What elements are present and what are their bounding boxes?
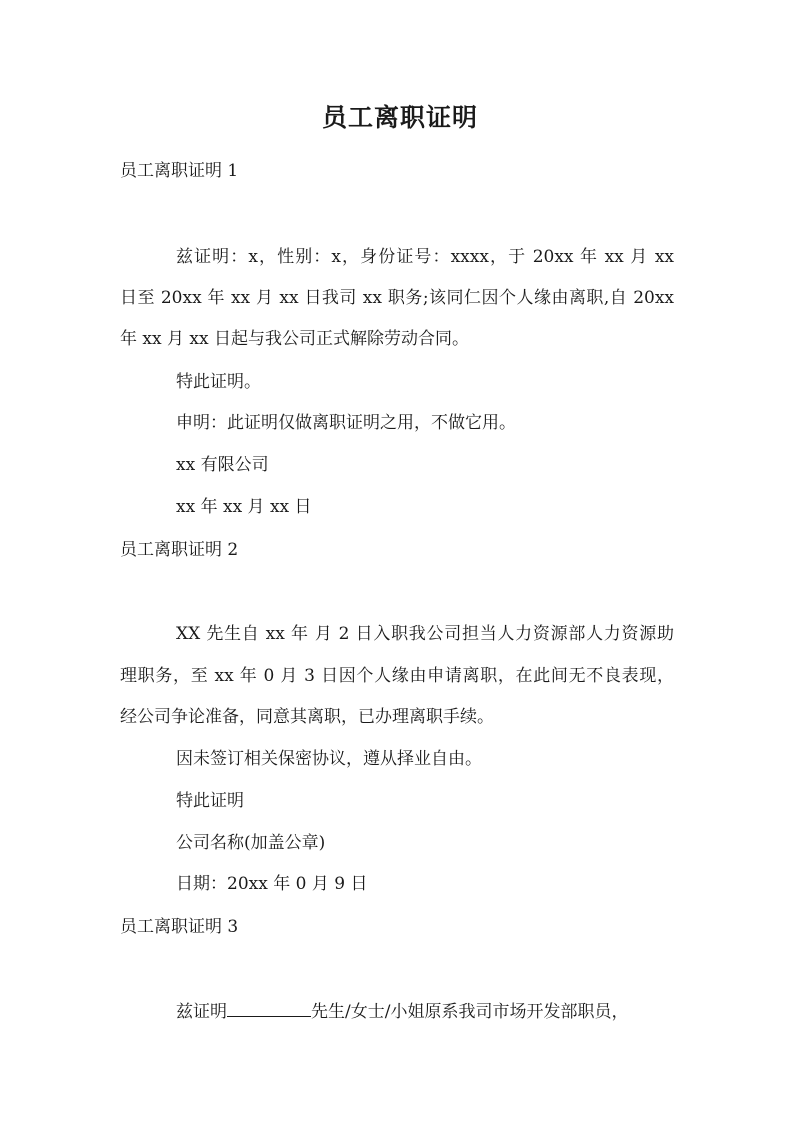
section-1-declaration: 申明：此证明仅做离职证明之用，不做它用。 — [176, 413, 516, 433]
section-2-confidentiality: 因未签订相关保密协议，遵从择业自由。 — [176, 749, 482, 769]
section-3-suffix: 先生/女士/小姐原系我司市场开发部职员， — [311, 1002, 629, 1022]
section-1-statement: 特此证明。 — [176, 372, 261, 392]
section-2-company: 公司名称(加盖公章) — [176, 833, 326, 853]
section-1-company: xx 有限公司 — [176, 455, 269, 475]
section-1-date: xx 年 xx 月 xx 日 — [176, 497, 312, 517]
section-2-para-line-3: 经公司争论准备，同意其离职，已办理离职手续。 — [120, 707, 494, 727]
section-3-prefix: 兹证明 — [176, 1002, 227, 1022]
section-1-para-line-2: 日至 20xx 年 xx 月 xx 日我司 xx 职务;该同仁因个人缘由离职,自 20xx — [120, 288, 674, 308]
section-2-para-line-1: XX 先生自 xx 年 月 2 日入职我公司担当人力资源部人力资源助 — [176, 624, 674, 644]
section-3-heading: 员工离职证明 3 — [120, 917, 239, 937]
section-1-para-line-1: 兹证明：x，性别：x，身份证号：xxxx，于 20xx 年 xx 月 xx — [176, 247, 674, 267]
section-1-heading: 员工离职证明 1 — [120, 161, 239, 181]
document-title: 员工离职证明 — [321, 103, 478, 132]
section-2-para-line-2: 理职务，至 xx 年 0 月 3 日因个人缘由申请离职，在此间无不良表现， — [120, 666, 674, 686]
section-3-para-line-1 — [176, 1000, 628, 1022]
section-2-date: 日期：20xx 年 0 月 9 日 — [176, 874, 368, 894]
section-2-statement: 特此证明 — [176, 791, 244, 811]
section-2-heading: 员工离职证明 2 — [120, 540, 239, 560]
name-blank-field — [227, 1000, 311, 1017]
section-1-para-line-3: 年 xx 月 xx 日起与我公司正式解除劳动合同。 — [120, 329, 469, 349]
